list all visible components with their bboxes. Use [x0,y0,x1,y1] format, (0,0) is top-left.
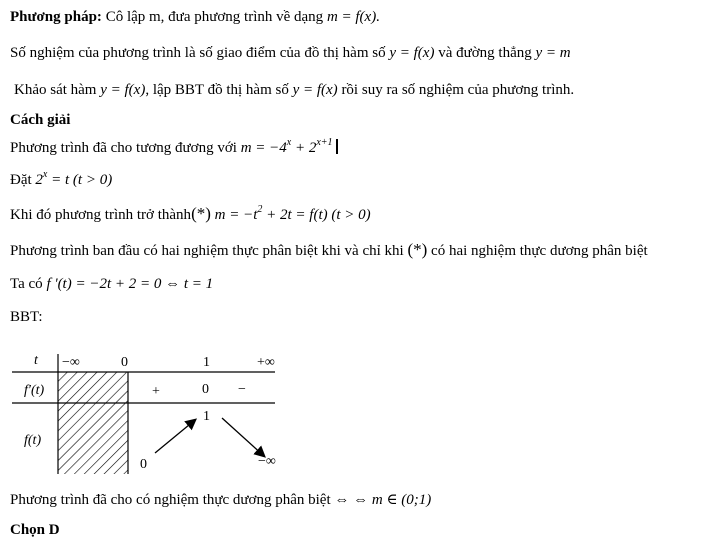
method-text-3b: , lập BBT đồ thị hàm số [145,82,289,98]
fprime-sign-minus: − [238,382,246,397]
fprime-zero: 0 [202,382,209,397]
solution-text-4b: có hai nghiệm thực dương phân biệt [431,243,648,259]
bbt-label: BBT: [10,309,43,325]
t-value-neg-inf: −∞ [62,355,80,370]
conclusion-math: ⇔ m ∈ (0;1) [353,492,432,508]
method-text-1: Cô lập m, đưa phương trình về dạng [105,9,324,25]
method-line-1 [10,7,380,27]
method-math-2a: y = f(x) [389,45,435,61]
solution-line-5 [10,274,213,294]
f-value-1: 1 [203,409,210,424]
solution-line-4 [10,240,648,261]
row-label-f: f(t) [24,433,42,448]
star-mark: (*) [191,204,211,223]
solution-line-3 [10,204,371,225]
conclusion-line [10,490,431,510]
variation-table [0,340,702,480]
method-math-3b: y = f(x) [292,82,338,98]
method-math-1: m = f(x). [326,9,380,25]
method-line-2 [10,43,571,63]
conclusion-text: Phương trình đã cho có nghiệm thực dương phân biệt ⇔ [10,492,350,508]
f-value-0: 0 [140,457,147,472]
method-text-3a: Khảo sát hàm [14,82,97,98]
arrow-increasing [155,420,195,453]
f-value-neg-inf: −∞ [258,454,276,469]
solution-text-1: Phương trình đã cho tương đương với [10,140,237,156]
t-value-1: 1 [203,355,210,370]
solution-math-5: f '(t) = −2t + 2 = 0 ⇔ t = 1 [46,276,214,292]
t-value-pos-inf: +∞ [257,355,275,370]
solution-text-4a: Phương trình ban đầu có hai nghiệm thực phân biệt khi và chỉ khi [10,243,404,259]
method-line-3 [14,80,574,100]
row-label-t: t [34,353,38,368]
solution-line-2 [10,170,112,190]
solution-text-3: Khi đó phương trình trở thành [10,207,192,223]
method-math-3a: y = f(x) [100,82,146,98]
method-text-2: Số nghiệm của phương trình là số giao điểm của đồ thị hàm số [10,45,386,61]
solution-line-1 [10,138,338,158]
row-label-fprime: f′(t) [24,383,45,398]
solution-text-2: Đặt [10,172,32,188]
t-value-0: 0 [121,355,128,370]
fprime-sign-plus: + [152,384,160,399]
method-text-3c: rồi suy ra số nghiệm của phương trình. [341,82,575,98]
text-cursor [336,139,338,154]
solution-heading: Cách giải [10,112,71,128]
hatched-region [58,372,128,474]
solution-math-3: $m = -t^2 + 2t = f(t) (t > 0)$ [214,204,371,223]
method-math-2b: y = m [535,45,571,61]
solution-math-2: $2^x = t$ (t > 0) [35,169,113,188]
method-label: Phương pháp: [10,9,102,25]
method-text-2b: và đường thẳng [438,45,532,61]
solution-math-1: $m = -4^x + 2^{x+1}$ [240,137,333,156]
arrow-decreasing [222,418,264,456]
answer: Chọn D [10,522,60,538]
solution-text-5: Ta có [10,276,43,292]
star-mark-2: (*) [407,240,428,259]
